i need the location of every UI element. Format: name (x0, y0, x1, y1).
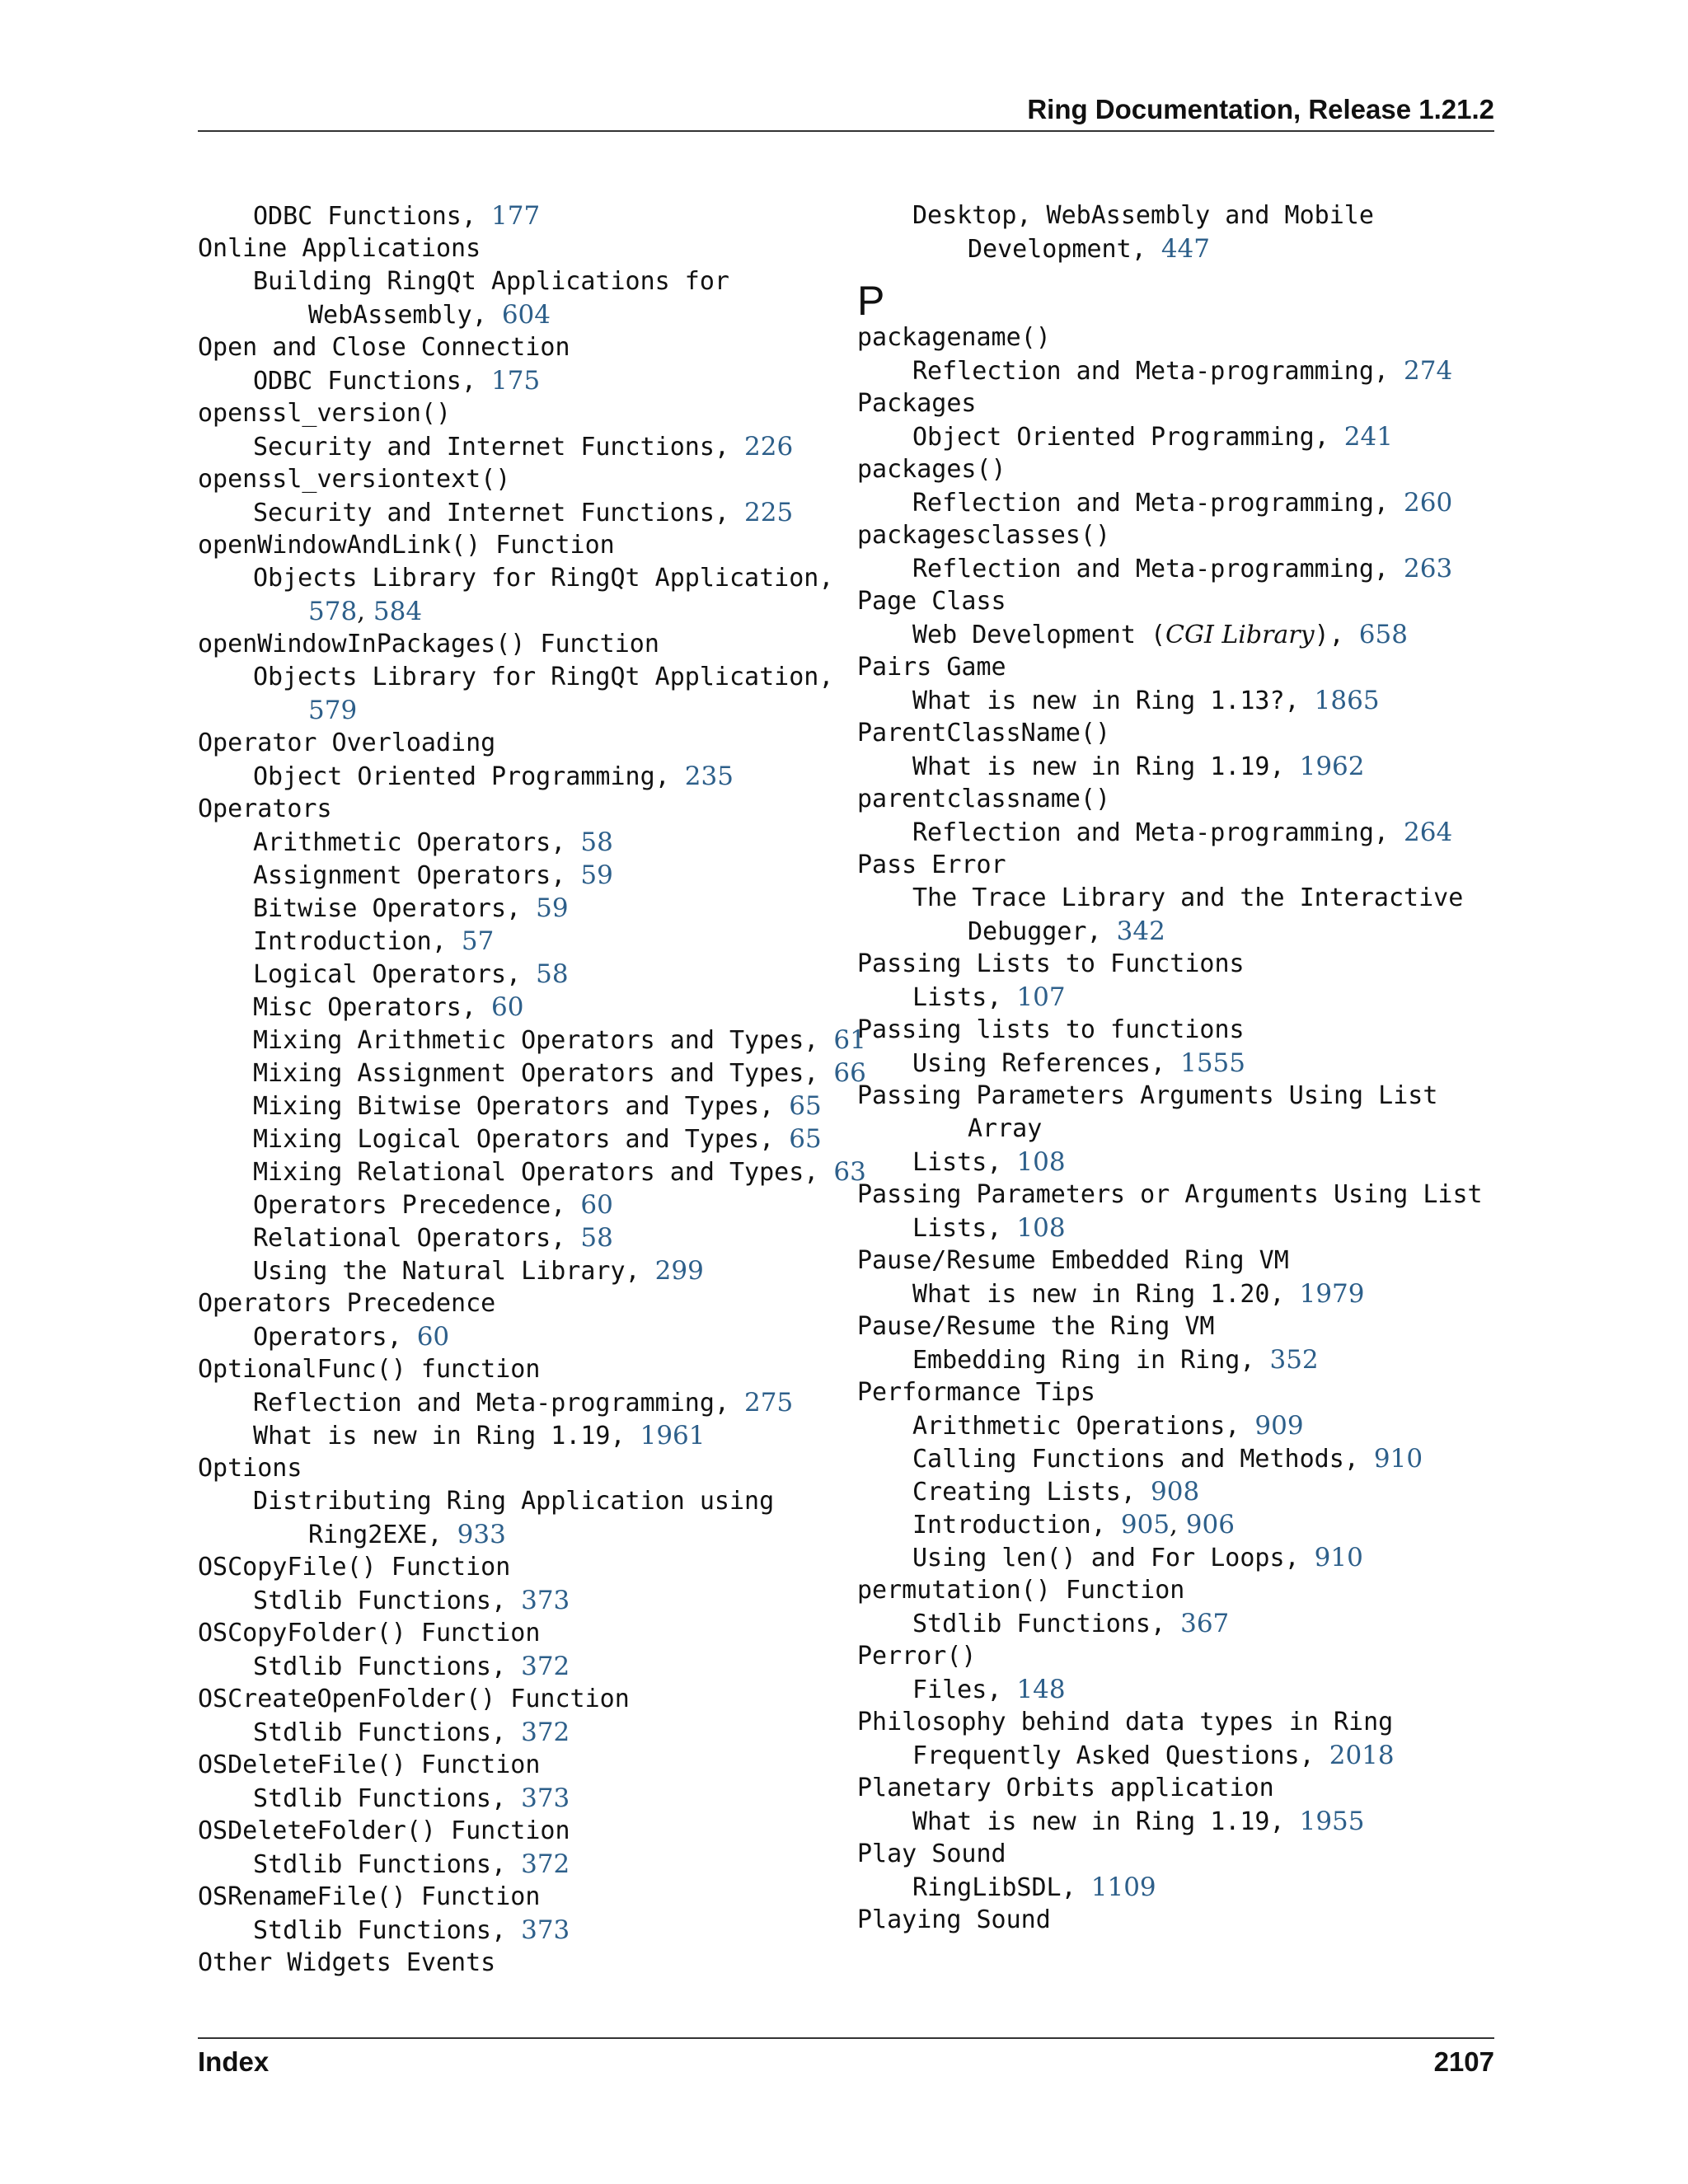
header-rule (198, 130, 1494, 132)
page-reference-link[interactable]: 910 (1314, 1543, 1363, 1572)
page-reference-link[interactable]: 58 (580, 1223, 613, 1253)
page-reference-link[interactable]: 1961 (640, 1421, 706, 1451)
index-term (857, 849, 1517, 882)
page-reference-link[interactable]: 367 (1180, 1609, 1230, 1638)
index-subentry: Reflection and Meta-programming, 274 (912, 356, 1453, 386)
running-header-title: Ring Documentation, Release 1.21.2 (1027, 94, 1494, 124)
entry-text: Assignment Operators (253, 861, 551, 890)
index-term (857, 585, 1517, 618)
page-reference-link[interactable]: 108 (1016, 1147, 1066, 1177)
page-reference-link[interactable]: 299 (654, 1256, 704, 1286)
page-reference-link[interactable]: 65 (789, 1124, 822, 1154)
entry-text: Stdlib Functions (253, 1850, 491, 1879)
entry-text: Calling Functions and Methods (912, 1445, 1344, 1474)
index-subentry: Object Oriented Programming, 241 (912, 422, 1393, 452)
index-subentry: Ring2EXE, 933 (308, 1520, 506, 1549)
page-reference-link[interactable]: 177 (491, 201, 541, 231)
index-term (857, 1904, 1517, 1937)
entry-text: Reflection and Meta-programming (912, 489, 1374, 518)
entry-text: Distributing Ring Application using (253, 1487, 775, 1516)
entry-text: Misc Operators (253, 993, 462, 1022)
page-reference-link[interactable]: 61 (833, 1025, 866, 1055)
page-reference-link[interactable]: , 584 (357, 597, 422, 626)
index-subentry: Frequently Asked Questions, 2018 (912, 1741, 1395, 1770)
index-term (198, 529, 857, 562)
entry-text: ODBC Functions (253, 202, 462, 231)
index-term (198, 727, 857, 760)
entry-text: Page Class (857, 587, 1006, 616)
entry-text: Pause/Resume the Ring VM (857, 1312, 1215, 1341)
entry-text: Reflection and Meta-programming (912, 555, 1374, 583)
index-term (198, 1881, 857, 1914)
index-subentry: Reflection and Meta-programming, 275 (253, 1388, 794, 1418)
entry-text: Performance Tips (857, 1378, 1095, 1407)
entry-text: ODBC Functions (253, 367, 462, 396)
index-term (198, 1353, 857, 1386)
index-subentry: Stdlib Functions, 373 (253, 1783, 570, 1813)
page-reference-link[interactable]: 1555 (1180, 1048, 1246, 1078)
entry-text: Introduction (912, 1511, 1091, 1540)
index-subentry: Object Oriented Programming, 235 (253, 762, 734, 791)
entry-text: Stdlib Functions (912, 1610, 1151, 1638)
page-reference-link[interactable]: 65 (789, 1091, 822, 1121)
entry-text: Building RingQt Applications for (253, 267, 729, 296)
page-reference-link[interactable]: 235 (684, 762, 734, 791)
page-reference-link[interactable]: 58 (580, 827, 613, 857)
entry-text: OSRenameFile() Function (198, 1882, 541, 1911)
index-term (857, 948, 1517, 981)
index-term (198, 793, 857, 826)
entry-text: openssl_version() (198, 399, 452, 428)
index-column-left (198, 199, 866, 1980)
entry-text: OSCreateOpenFolder() Function (198, 1685, 630, 1713)
index-subentry: Stdlib Functions, 372 (253, 1849, 570, 1879)
entry-text: Array (968, 1114, 1043, 1143)
index-term (857, 453, 1517, 486)
index-term (857, 717, 1517, 750)
index-subentry: Mixing Assignment Operators and Types, 66 (253, 1058, 866, 1088)
index-subentry: Reflection and Meta-programming, 264 (912, 818, 1453, 847)
index-subentry: Mixing Logical Operators and Types, 65 (253, 1124, 822, 1154)
page-reference-link[interactable]: 373 (521, 1915, 570, 1945)
entry-text: Pause/Resume Embedded Ring VM (857, 1246, 1289, 1275)
index-term (857, 1376, 1517, 1409)
index-term (857, 1838, 1517, 1871)
index-subentry: Web Development (CGI Library), 658 (912, 620, 1408, 649)
entry-text: OSCopyFile() Function (198, 1553, 511, 1582)
index-term (857, 1014, 1517, 1047)
entry-text: What is new in Ring 1.19 (912, 752, 1270, 781)
index-column-right (857, 199, 1517, 1937)
page-reference-link[interactable]: 1962 (1299, 752, 1365, 781)
index-subentry: Relational Operators, 58 (253, 1223, 613, 1253)
page-number: 2107 (1433, 2046, 1494, 2077)
entry-text: Using the Natural Library (253, 1257, 626, 1286)
entry-text: Online Applications (198, 234, 481, 263)
index-subentry: Using the Natural Library, 299 (253, 1256, 704, 1286)
entry-text: WebAssembly (308, 301, 472, 330)
entry-text: Stdlib Functions (253, 1718, 491, 1747)
entry-text: Stdlib Functions (253, 1784, 491, 1813)
entry-text: Operators (253, 1323, 387, 1352)
page-reference-link[interactable]: 59 (580, 860, 613, 890)
index-term (857, 1574, 1517, 1607)
page-reference-link[interactable]: 1865 (1314, 686, 1380, 715)
page-reference-link[interactable]: 275 (744, 1388, 794, 1418)
index-term (198, 1287, 857, 1320)
index-subentry (198, 595, 857, 628)
entry-text: Arithmetic Operations (912, 1412, 1226, 1441)
index-subentry: Operators Precedence, 60 (253, 1190, 613, 1220)
page-reference-link[interactable]: 604 (501, 300, 551, 330)
index-subentry: Security and Internet Functions, 225 (253, 498, 794, 527)
index-subentry (198, 661, 857, 694)
index-subentry: Misc Operators, 60 (253, 992, 524, 1022)
index-subentry: What is new in Ring 1.19, 1962 (912, 752, 1365, 781)
index-subentry (857, 1113, 1517, 1146)
entry-text: Planetary Orbits application (857, 1774, 1274, 1802)
page-reference-link[interactable]: 905 (1120, 1510, 1170, 1540)
index-term (857, 387, 1517, 420)
page-reference-link[interactable]: 66 (833, 1058, 866, 1088)
index-subentry: Arithmetic Operators, 58 (253, 827, 613, 857)
index-term (198, 1947, 857, 1980)
page-reference-link[interactable]: 2018 (1329, 1741, 1395, 1770)
entry-text: Ring2EXE (308, 1521, 428, 1549)
index-term (857, 1080, 1517, 1113)
entry-text: Open and Close Connection (198, 333, 570, 362)
entry-text: Reflection and Meta-programming (912, 818, 1374, 847)
entry-text: Packages (857, 389, 977, 418)
entry-text: Embedding Ring in Ring (912, 1346, 1240, 1375)
index-subentry: Security and Internet Functions, 226 (253, 432, 794, 462)
page-reference-link[interactable]: 578 (308, 597, 358, 626)
entry-text: Perror() (857, 1642, 977, 1671)
index-term (198, 1815, 857, 1848)
entry-text: Reflection and Meta-programming (912, 357, 1374, 386)
page-reference-link[interactable]: 60 (491, 992, 524, 1022)
index-subentry: Files, 148 (912, 1675, 1066, 1704)
index-subentry (198, 1485, 857, 1518)
entry-text: OSCopyFolder() Function (198, 1619, 541, 1647)
index-subentry: Stdlib Functions, 373 (253, 1915, 570, 1945)
entry-text: Stdlib Functions (253, 1916, 491, 1945)
index-term (198, 1551, 857, 1584)
index-subentry: Creating Lists, 908 (912, 1477, 1200, 1507)
index-subentry: Arithmetic Operations, 909 (912, 1411, 1304, 1441)
entry-text: Mixing Assignment Operators and Types (253, 1059, 804, 1088)
index-subentry: Stdlib Functions, 372 (253, 1652, 570, 1681)
index-section-letter: P (857, 278, 885, 324)
index-subentry: Operators, 60 (253, 1322, 450, 1352)
index-subentry: Stdlib Functions, 367 (912, 1609, 1230, 1638)
page-reference-link[interactable]: 1109 (1090, 1872, 1156, 1902)
page-reference-link[interactable]: , 906 (1170, 1510, 1235, 1540)
entry-text: Passing Parameters or Arguments Using List (857, 1180, 1483, 1209)
index-term (857, 1640, 1517, 1673)
index-term (198, 397, 857, 430)
page-reference-link[interactable]: 63 (833, 1157, 866, 1187)
index-term (857, 519, 1517, 552)
index-term (857, 1772, 1517, 1805)
entry-text: Relational Operators (253, 1224, 551, 1253)
entry-text: RingLibSDL (912, 1873, 1062, 1902)
index-term (198, 1683, 857, 1716)
entry-text: Security and Internet Functions (253, 499, 715, 527)
page-reference-link[interactable]: 108 (1016, 1213, 1066, 1243)
page-reference-link[interactable]: 264 (1404, 818, 1453, 847)
index-term (198, 331, 857, 364)
entry-text: Objects Library for RingQt Application, (253, 564, 834, 593)
page-reference-link[interactable]: 58 (536, 959, 569, 989)
entry-text: Stdlib Functions (253, 1652, 491, 1681)
entry-text: Logical Operators (253, 960, 507, 989)
entry-text: Pairs Game (857, 653, 1006, 682)
index-subentry: What is new in Ring 1.20, 1979 (912, 1279, 1365, 1309)
entry-text: Using len() and For Loops (912, 1544, 1285, 1572)
index-term (198, 1617, 857, 1650)
index-subentry (198, 562, 857, 595)
entry-text: Mixing Logical Operators and Types (253, 1125, 760, 1154)
page-reference-link[interactable]: 148 (1016, 1675, 1066, 1704)
entry-text: Lists (912, 983, 987, 1012)
entry-text: packagename() (857, 323, 1051, 352)
index-subentry (198, 694, 857, 727)
page-reference-link[interactable]: 579 (308, 696, 358, 725)
entry-text: permutation() Function (857, 1576, 1185, 1605)
index-subentry: WebAssembly, 604 (308, 300, 551, 330)
page-reference-link[interactable]: 226 (744, 432, 794, 462)
page-reference-link[interactable]: 60 (416, 1322, 450, 1352)
entry-text: Options (198, 1454, 302, 1483)
entry-text: Pass Error (857, 851, 1006, 879)
index-subentry: ODBC Functions, 177 (253, 201, 541, 231)
page-reference-link[interactable]: 658 (1358, 620, 1408, 649)
entry-text: Object Oriented Programming (253, 762, 655, 791)
index-subentry: Calling Functions and Methods, 910 (912, 1444, 1423, 1474)
index-subentry: Bitwise Operators, 59 (253, 893, 569, 923)
page-reference-link[interactable]: 60 (580, 1190, 613, 1220)
page-reference-link[interactable]: 59 (536, 893, 569, 923)
index-term (857, 321, 1517, 354)
index-term (857, 1310, 1517, 1343)
entry-text: Mixing Bitwise Operators and Types (253, 1092, 760, 1121)
index-subentry: Development, 447 (968, 234, 1210, 264)
entry-text: Mixing Arithmetic Operators and Types (253, 1026, 804, 1055)
index-subentry: Reflection and Meta-programming, 263 (912, 554, 1453, 583)
index-subentry: RingLibSDL, 1109 (912, 1872, 1156, 1902)
index-subentry (857, 199, 1517, 232)
index-subentry: Mixing Arithmetic Operators and Types, 61 (253, 1025, 866, 1055)
page-reference-link[interactable]: 352 (1269, 1345, 1319, 1375)
entry-text: Play Sound (857, 1840, 1006, 1868)
page-reference-link[interactable]: 263 (1404, 554, 1453, 583)
index-term (857, 1244, 1517, 1277)
index-subentry: Lists, 108 (912, 1213, 1066, 1243)
entry-text: Passing Lists to Functions (857, 949, 1245, 978)
entry-text: OptionalFunc() function (198, 1355, 541, 1384)
page-reference-link[interactable]: 1955 (1299, 1807, 1365, 1836)
page-reference-link[interactable]: 933 (457, 1520, 506, 1549)
index-subentry (857, 882, 1517, 915)
index-term (857, 651, 1517, 684)
index-term (198, 463, 857, 496)
page-reference-link[interactable]: 372 (521, 1849, 570, 1879)
entry-text: Operator Overloading (198, 729, 496, 757)
index-subentry: Lists, 108 (912, 1147, 1066, 1177)
entry-text: Operators (198, 794, 332, 823)
entry-text: Mixing Relational Operators and Types (253, 1158, 804, 1187)
index-subentry: What is new in Ring 1.13?, 1865 (912, 686, 1380, 715)
entry-text: packagesclasses() (857, 521, 1111, 550)
entry-text: Operators Precedence (198, 1289, 496, 1318)
entry-text: openWindowAndLink() Function (198, 531, 615, 560)
entry-text-suffix: ) (1314, 621, 1329, 649)
page-reference-link[interactable]: 260 (1404, 488, 1453, 518)
index-subentry: What is new in Ring 1.19, 1955 (912, 1807, 1365, 1836)
page-reference-link[interactable]: 908 (1151, 1477, 1200, 1507)
entry-text: Using References (912, 1049, 1151, 1078)
entry-text: Development (968, 235, 1132, 264)
index-term (857, 1179, 1517, 1212)
page-reference-link[interactable]: 373 (521, 1783, 570, 1813)
page-reference-link[interactable]: 342 (1116, 916, 1165, 946)
index-subentry: Using len() and For Loops, 910 (912, 1543, 1363, 1572)
footer-rule (198, 2037, 1494, 2039)
entry-text: Security and Internet Functions (253, 433, 715, 462)
page-reference-link[interactable]: 373 (521, 1586, 570, 1615)
page-reference-link[interactable]: 372 (521, 1652, 570, 1681)
entry-text: Passing lists to functions (857, 1015, 1245, 1044)
page-reference-link[interactable]: 107 (1016, 982, 1066, 1012)
index-subentry: Mixing Bitwise Operators and Types, 65 (253, 1091, 822, 1121)
page-reference-link[interactable]: 1979 (1299, 1279, 1365, 1309)
page-reference-link[interactable]: 274 (1404, 356, 1453, 386)
page-reference-link[interactable]: 57 (461, 926, 495, 956)
entry-text: ParentClassName() (857, 719, 1111, 748)
index-subentry: Stdlib Functions, 373 (253, 1586, 570, 1615)
index-subentry: Introduction, 57 (253, 926, 495, 956)
entry-text: Lists (912, 1148, 987, 1177)
index-subentry: What is new in Ring 1.19, 1961 (253, 1421, 706, 1451)
entry-text: What is new in Ring 1.19 (912, 1807, 1270, 1836)
entry-text: OSDeleteFolder() Function (198, 1816, 570, 1845)
entry-text: Bitwise Operators (253, 894, 507, 923)
entry-text: packages() (857, 455, 1006, 484)
entry-text: openssl_versiontext() (198, 465, 511, 494)
index-subentry: ODBC Functions, 175 (253, 366, 541, 396)
index-term (198, 1749, 857, 1782)
entry-text: What is new in Ring 1.13? (912, 687, 1285, 715)
entry-text: Object Oriented Programming (912, 423, 1315, 452)
index-subentry: Reflection and Meta-programming, 260 (912, 488, 1453, 518)
index-subentry: Debugger, 342 (968, 916, 1165, 946)
index-subentry: Embedding Ring in Ring, 352 (912, 1345, 1319, 1375)
index-subentry: Using References, 1555 (912, 1048, 1246, 1078)
index-subentry: Mixing Relational Operators and Types, 63 (253, 1157, 866, 1187)
entry-text: Playing Sound (857, 1905, 1051, 1934)
index-term (857, 1706, 1517, 1739)
entry-text: Passing Parameters Arguments Using List (857, 1081, 1438, 1110)
entry-text: What is new in Ring 1.19 (253, 1422, 611, 1451)
entry-text: Operators Precedence (253, 1191, 551, 1220)
entry-text: Debugger (968, 917, 1087, 946)
page-reference-link[interactable]: 447 (1160, 234, 1210, 264)
index-subentry: Stdlib Functions, 372 (253, 1718, 570, 1747)
entry-text: Stdlib Functions (253, 1586, 491, 1615)
entry-text: OSDeleteFile() Function (198, 1750, 541, 1779)
index-term (198, 232, 857, 265)
page-reference-link[interactable]: 175 (491, 366, 541, 396)
entry-text: Philosophy behind data types in Ring (857, 1708, 1394, 1736)
page-reference-link[interactable]: 241 (1343, 422, 1393, 452)
entry-text: Introduction (253, 927, 432, 956)
index-term (198, 1452, 857, 1485)
index-subentry: Lists, 107 (912, 982, 1066, 1012)
entry-text: Creating Lists (912, 1478, 1121, 1507)
index-subentry (198, 265, 857, 298)
footer-section-label: Index (198, 2046, 270, 2077)
index-subentry: Logical Operators, 58 (253, 959, 569, 989)
entry-text: Frequently Asked Questions (912, 1741, 1300, 1770)
page-reference-link[interactable]: 909 (1254, 1411, 1304, 1441)
page-reference-link[interactable]: 225 (744, 498, 794, 527)
entry-text: Files (912, 1675, 987, 1704)
entry-text: Web Development ( (912, 621, 1166, 649)
index-term (857, 783, 1517, 816)
entry-text: The Trace Library and the Interactive (912, 883, 1464, 912)
entry-text: What is new in Ring 1.20 (912, 1280, 1270, 1309)
entry-text: Other Widgets Events (198, 1948, 496, 1977)
entry-text: openWindowInPackages() Function (198, 630, 659, 658)
entry-text: Arithmetic Operators (253, 828, 551, 857)
entry-text: Lists (912, 1214, 987, 1243)
page-reference-link[interactable]: 910 (1373, 1444, 1423, 1474)
page-reference-link[interactable]: 372 (521, 1718, 570, 1747)
index-subentry: Assignment Operators, 59 (253, 860, 613, 890)
entry-text: Reflection and Meta-programming (253, 1389, 715, 1418)
entry-emphasis: CGI Library (1165, 621, 1315, 649)
entry-text: parentclassname() (857, 785, 1111, 813)
index-term (198, 628, 857, 661)
entry-text: Objects Library for RingQt Application, (253, 663, 834, 691)
entry-text: Desktop, WebAssembly and Mobile (912, 201, 1374, 230)
index-subentry: Introduction, 905, 906 (857, 1508, 1517, 1541)
